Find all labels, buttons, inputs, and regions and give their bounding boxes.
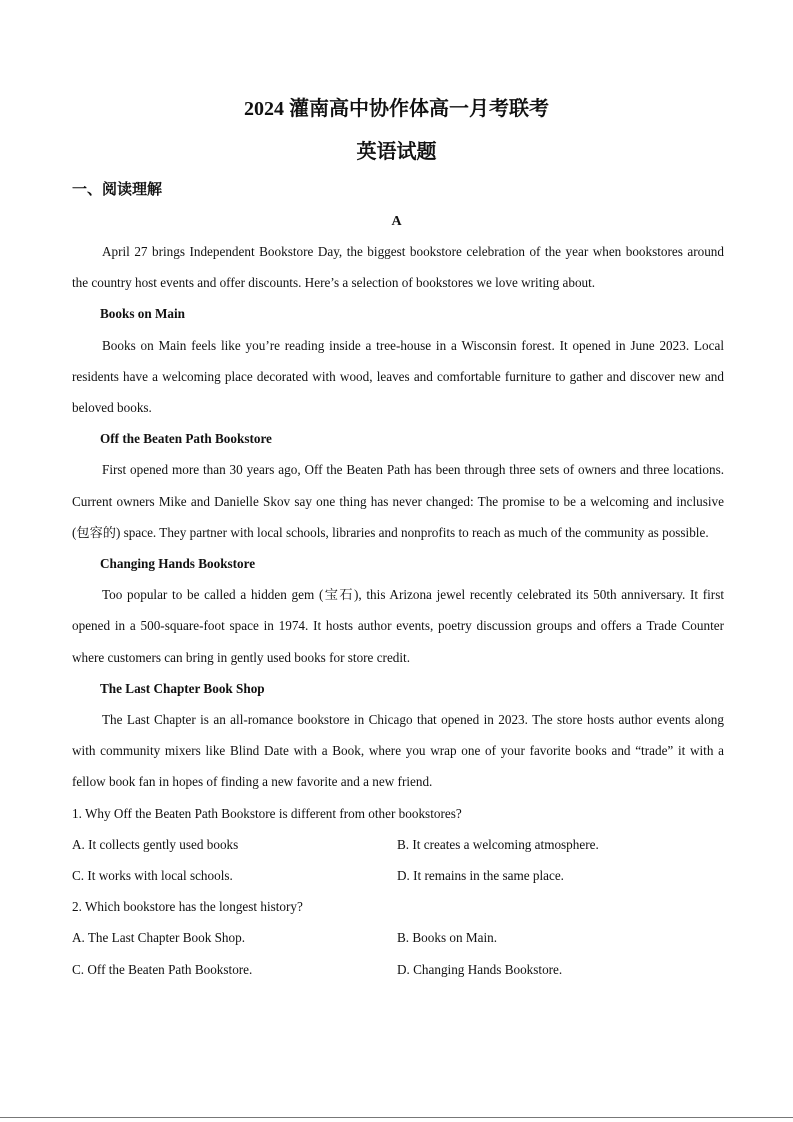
exam-subtitle: 英语试题: [356, 141, 437, 163]
store-text-last-chapter: The Last Chapter is an all-romance bookstore in Chicago that opened in 2023. The store hosts author events along with community mixers like Blind Date with a Book, where you wrap one of your favorite books and “trade” it with a fellow book fan in hopes of finding a new favorite and a new friend.: [72, 712, 724, 790]
question-2-stem: 2. Which bookstore has the longest history?: [72, 899, 303, 915]
question-1-option-c: C. It works with local schools.: [72, 868, 233, 884]
question-2-option-d: D. Changing Hands Bookstore.: [397, 961, 563, 977]
question-1-options-row-1: [72, 829, 724, 860]
question-1-option-b: B. It creates a welcoming atmosphere.: [397, 836, 599, 852]
question-2-options-row-1: [72, 922, 724, 953]
question-2-option-c: C. Off the Beaten Path Bookstore.: [72, 961, 253, 977]
exam-title: 2024 灌南高中协作体高一月考联考: [244, 98, 549, 120]
section-heading: 一、阅读理解: [72, 182, 163, 198]
passage-intro: April 27 brings Independent Bookstore Day, the biggest bookstore celebration of the year when bookstores around the country host events and offer discounts. Here’s a selection of bookstores we love writing about.: [72, 244, 724, 291]
store-heading-changing-hands: Changing Hands Bookstore: [100, 556, 256, 572]
store-text-off-the-beaten-path: First opened more than 30 years ago, Off the Beaten Path has been through three sets of owners and three locations. Current owners Mike and Danielle Skov say one thing has never changed: The promise to be a welcoming and inclusive (包容的) space. They partner with local schools, libraries and nonprofits to reach as much of the community as possible.: [72, 462, 724, 540]
store-text-books-on-main: Books on Main feels like you’re reading inside a tree-house in a Wisconsin forest. It opened in June 2023. Local residents have a welcoming place decorated with wood, leaves and comfortable furniture to gather and discover new and beloved books.: [72, 337, 724, 416]
store-heading-off-the-beaten-path: Off the Beaten Path Bookstore: [100, 431, 272, 447]
store-heading-books-on-main: Books on Main: [100, 306, 186, 322]
question-2-option-a: A. The Last Chapter Book Shop.: [72, 930, 246, 946]
store-text-changing-hands: Too popular to be called a hidden gem (宝石), this Arizona jewel recently celebrated its 50th anniversary. It first opened in a 500-square-foot space in 1974. It hosts author events, poetry discussion groups and offers a Trade Counter where customers can bring in gently used books for store credit.: [72, 587, 724, 665]
question-1-option-d: D. It remains in the same place.: [397, 868, 564, 884]
question-2-option-b: B. Books on Main.: [397, 930, 498, 946]
passage-body: [72, 236, 724, 985]
question-1-option-a: A. It collects gently used books: [72, 836, 239, 852]
store-heading-last-chapter: The Last Chapter Book Shop: [100, 680, 265, 696]
passage-letter: A: [391, 214, 402, 229]
page-bottom-divider: [0, 1117, 793, 1118]
question-1-stem: 1. Why Off the Beaten Path Bookstore is different from other bookstores?: [72, 805, 462, 821]
question-1-options-row-2: [72, 860, 724, 891]
question-2-options-row-2: [72, 954, 724, 985]
